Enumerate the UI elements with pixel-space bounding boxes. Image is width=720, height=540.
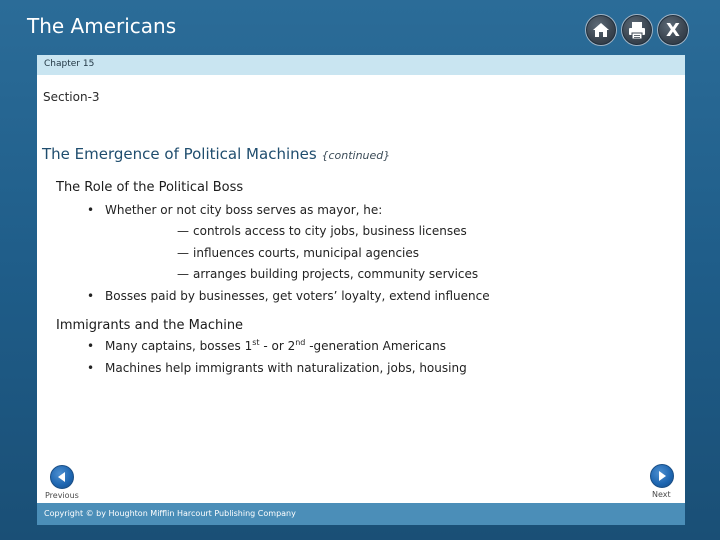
heading-immigrants: Immigrants and the Machine xyxy=(56,318,244,333)
bullet-text: - or 2 xyxy=(259,339,296,353)
home-icon xyxy=(586,15,616,45)
dash-glyph: — xyxy=(177,246,189,260)
slide-content xyxy=(37,75,685,503)
section-label: Section-3 xyxy=(43,90,100,104)
close-button[interactable] xyxy=(657,14,689,46)
sub-bullet-item xyxy=(177,246,419,260)
bullet-item xyxy=(87,339,446,353)
arrow-right-icon xyxy=(651,465,673,487)
printer-icon xyxy=(622,15,652,45)
bullet-glyph: • xyxy=(87,203,95,217)
close-icon xyxy=(658,15,688,45)
sub-bullet-item xyxy=(177,267,478,281)
slide-title-continued: {continued} xyxy=(321,149,391,162)
bullet-text: -generation Americans xyxy=(305,339,446,353)
home-button[interactable] xyxy=(585,14,617,46)
sub-bullet-text: arranges building projects, community services xyxy=(193,267,479,281)
next-button[interactable] xyxy=(650,464,674,488)
slide-title-main: The Emergence of Political Machines xyxy=(42,145,317,163)
bullet-text: Many captains, bosses 1 xyxy=(105,339,253,353)
bullet-glyph: • xyxy=(87,339,95,353)
bullet-item xyxy=(87,289,490,303)
previous-button[interactable] xyxy=(50,465,74,489)
slide-title xyxy=(42,145,390,163)
sub-bullet-text: influences courts, municipal agencies xyxy=(193,246,420,260)
superscript: nd xyxy=(295,338,306,347)
bullet-item xyxy=(87,361,467,375)
bullet-text: Bosses paid by businesses, get voters’ loyalty, extend influence xyxy=(105,289,490,303)
bullet-glyph: • xyxy=(87,361,95,375)
dash-glyph: — xyxy=(177,267,189,281)
sub-bullet-item xyxy=(177,224,467,238)
chapter-bar xyxy=(37,55,685,75)
bullet-item xyxy=(87,203,382,217)
arrow-left-icon xyxy=(51,466,73,488)
bullet-text: Machines help immigrants with naturalization, jobs, housing xyxy=(105,361,467,375)
svg-text:X: X xyxy=(666,20,680,41)
footer-bar xyxy=(37,503,685,525)
app-title: The Americans xyxy=(27,14,177,38)
bullet-text: Whether or not city boss serves as mayor, he: xyxy=(105,203,383,217)
chapter-label: Chapter 15 xyxy=(44,59,95,69)
copyright-text: Copyright © by Houghton Mifflin Harcourt Publishing Company xyxy=(44,509,296,518)
sub-bullet-text: controls access to city jobs, business licenses xyxy=(193,224,467,238)
superscript: st xyxy=(252,338,260,347)
dash-glyph: — xyxy=(177,224,189,238)
next-label[interactable]: Next xyxy=(652,490,671,499)
print-button[interactable] xyxy=(621,14,653,46)
heading-political-boss: The Role of the Political Boss xyxy=(56,180,244,195)
bullet-glyph: • xyxy=(87,289,95,303)
previous-label[interactable]: Previous xyxy=(45,491,79,500)
